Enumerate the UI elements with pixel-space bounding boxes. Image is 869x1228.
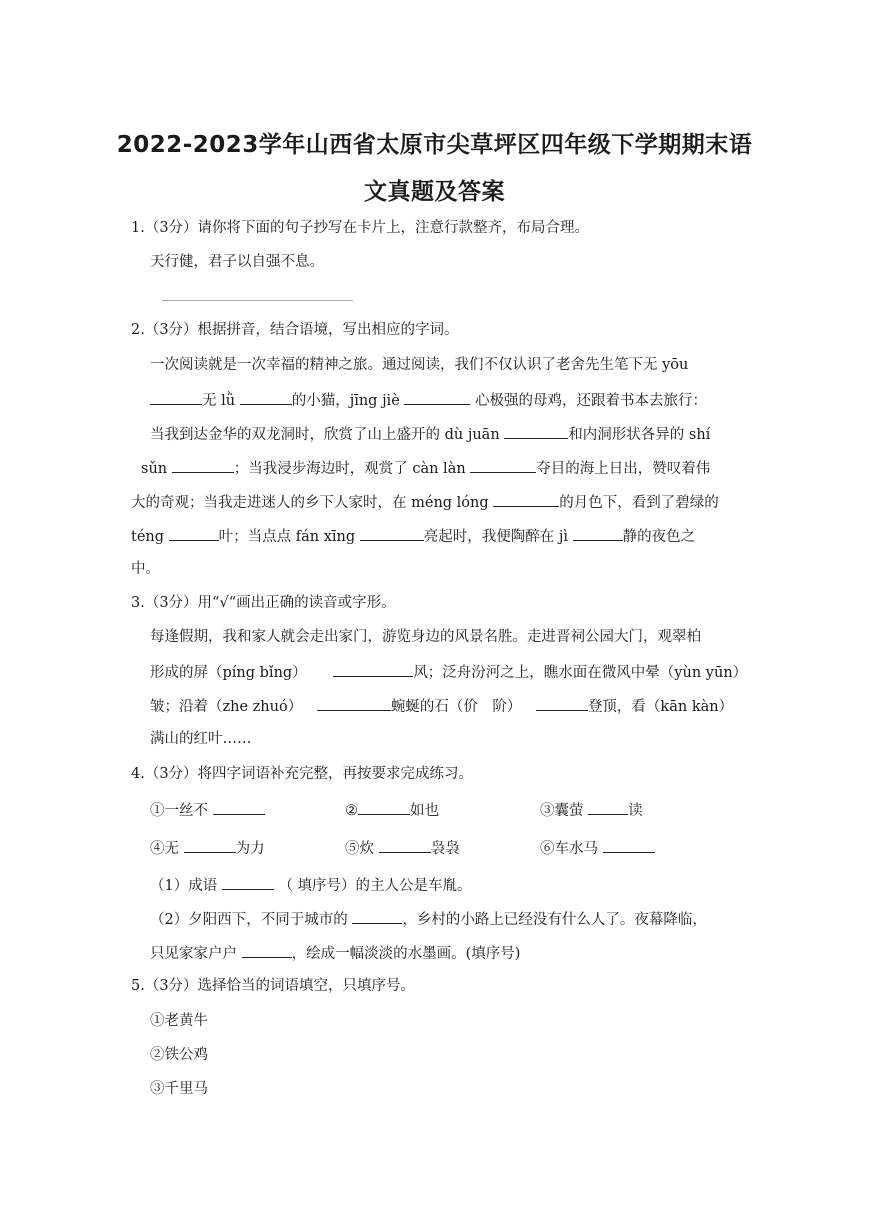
q4-stem: 4.（3分）将四字词语补充完整，再按要求完成练习。 — [131, 766, 474, 782]
blank[interactable] — [242, 942, 292, 958]
blank[interactable] — [536, 695, 588, 711]
blank[interactable] — [493, 491, 559, 507]
q2-line2: 无 lǜ 的小猫，jīng jiè 心极强的母鸡，还跟着书本去旅行： — [150, 389, 707, 411]
q2-stem: 2.（3分）根据拼音，结合语境，写出相应的字词。 — [131, 322, 459, 338]
blank[interactable] — [333, 661, 413, 677]
q2-line1: 一次阅读就是一次幸福的精神之旅。通过阅读，我们不仅认识了老舍先生笔下无 yōu — [150, 357, 689, 373]
blank[interactable] — [360, 525, 424, 541]
q2-line4: sǔn ；当我浸步海边时，观赏了 càn làn 夺目的海上日出，赞叹着伟 — [141, 457, 710, 479]
q3-line2: 形成的屏（píng bǐng） 风；泛舟汾河之上，瞧水面在微风中晕（yùn yūn） — [150, 661, 747, 683]
q4-item4: ④无 为力 — [150, 837, 265, 859]
q4-sub2-cont: 只见家家户户 ，绘成一幅淡淡的水墨画。(填序号) — [150, 942, 520, 964]
q4-item1: ①一丝不 — [150, 799, 265, 821]
q4-item6: ⑥车水马 — [540, 837, 655, 859]
blank[interactable] — [317, 695, 391, 711]
blank[interactable] — [352, 908, 402, 924]
blank[interactable] — [213, 799, 265, 815]
blank[interactable] — [358, 799, 410, 815]
blank[interactable] — [184, 837, 236, 853]
q5-option2: ②铁公鸡 — [150, 1047, 208, 1063]
blank[interactable] — [573, 525, 623, 541]
q4-sub2: （2）夕阳西下，不同于城市的 ，乡村的小路上已经没有什么人了。夜幕降临， — [150, 908, 707, 930]
q3-line3: 皱；沿着（zhe zhuó） 蜿蜒的石（价 阶） 登顶，看（kān kàn） — [150, 695, 733, 717]
q2-line6: téng 叶；当点点 fán xīng 亮起时，我便陶醉在 jì 静的夜色之 — [131, 525, 695, 547]
q3-stem: 3.（3分）用“√“画出正确的读音或字形。 — [131, 595, 396, 611]
q3-line4: 满山的红叶…… — [150, 731, 252, 747]
blank[interactable] — [404, 389, 470, 405]
blank[interactable] — [504, 423, 568, 439]
q4-sub1: （1）成语 （ 填序号）的主人公是车胤。 — [150, 874, 472, 896]
q2-line7: 中。 — [131, 561, 160, 577]
blank[interactable] — [172, 457, 234, 473]
q1-answer-line[interactable] — [162, 300, 353, 301]
blank[interactable] — [150, 389, 202, 405]
blank[interactable] — [169, 525, 219, 541]
q2-line5: 大的奇观；当我走进迷人的乡下人家时，在 méng lóng 的月色下，看到了碧绿的 — [131, 491, 719, 513]
q4-item3: ③囊萤 读 — [540, 799, 643, 821]
q5-option3: ③千里马 — [150, 1081, 208, 1097]
blank[interactable] — [240, 389, 292, 405]
blank[interactable] — [222, 874, 274, 890]
q5-stem: 5.（3分）选择恰当的词语填空，只填序号。 — [131, 978, 416, 994]
blank[interactable] — [470, 457, 536, 473]
blank[interactable] — [379, 837, 431, 853]
q1-sentence: 天行健，君子以自强不息。 — [150, 254, 324, 270]
q1-stem: 1.（3分）请你将下面的句子抄写在卡片上，注意行款整齐，布局合理。 — [131, 220, 590, 236]
q3-line1: 每逢假期，我和家人就会走出家门，游览身边的风景名胜。走进晋祠公园大门，观翠柏 — [150, 629, 701, 645]
q4-item2: ② 如也 — [345, 799, 439, 821]
page-title-line2: 文真题及答案 — [364, 179, 505, 205]
blank[interactable] — [603, 837, 655, 853]
q2-line3: 当我到达金华的双龙洞时，欣赏了山上盛开的 dù juān 和内洞形状各异的 shí — [150, 423, 710, 445]
blank[interactable] — [588, 799, 628, 815]
q5-option1: ①老黄牛 — [150, 1013, 208, 1029]
q4-item5: ⑤炊 袅袅 — [345, 837, 460, 859]
page-title: 2022-2023学年山西省太原市尖草坪区四年级下学期期末语 — [116, 132, 753, 158]
